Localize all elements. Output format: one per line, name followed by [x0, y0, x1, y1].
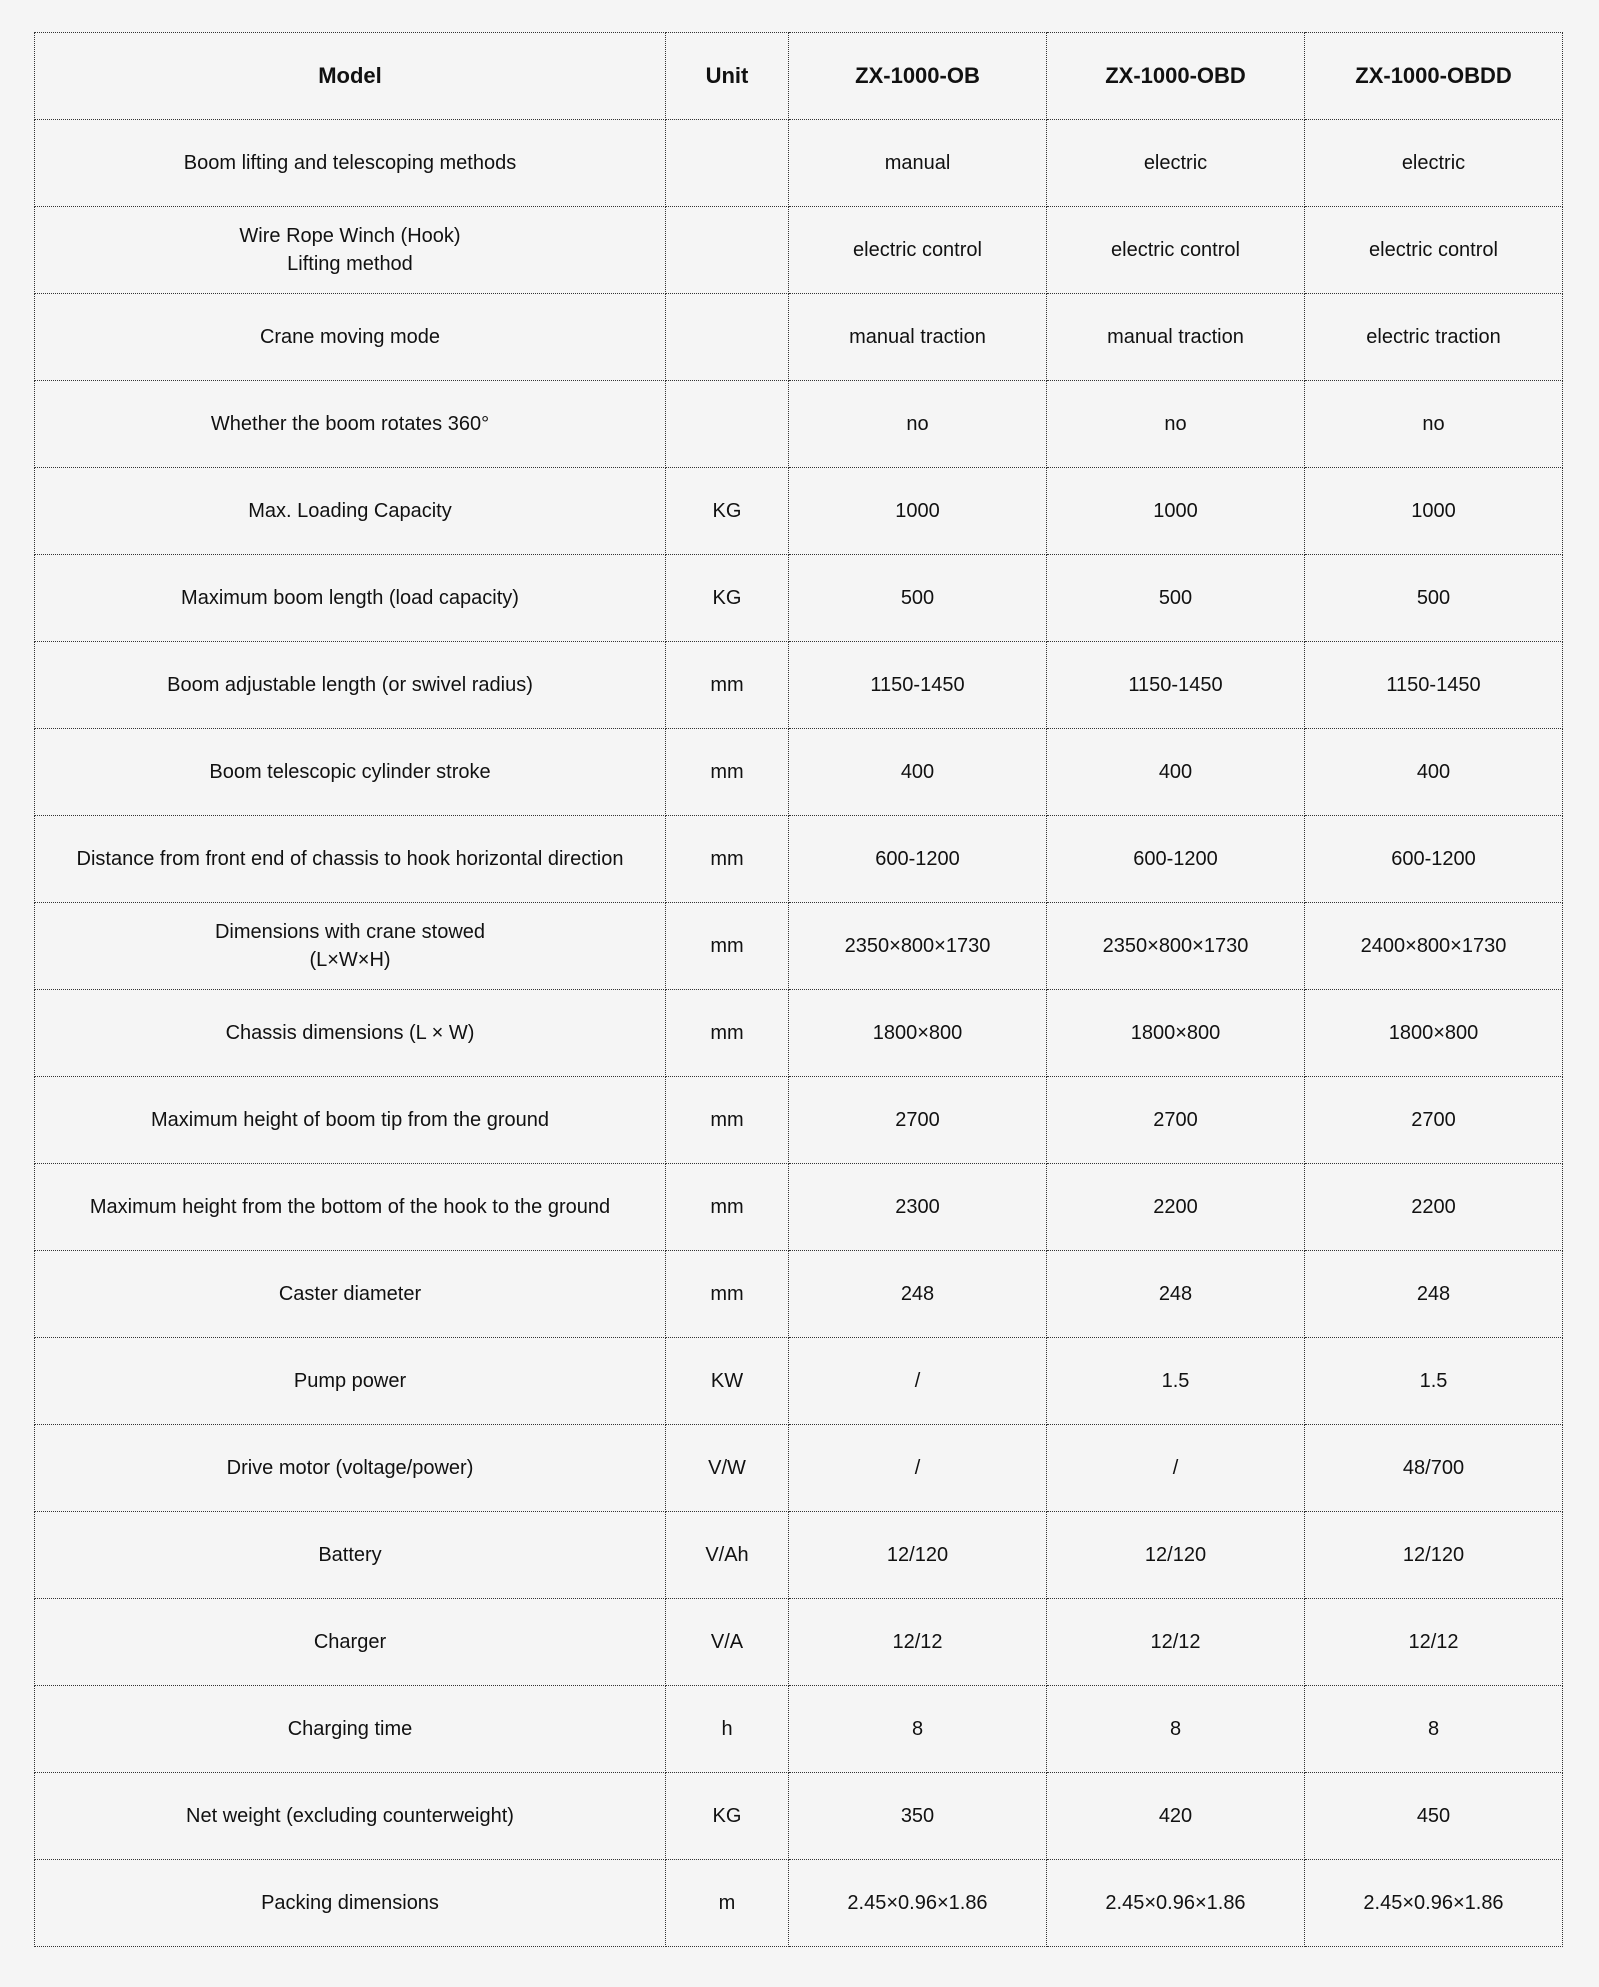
unit-cell: KG — [666, 555, 789, 642]
unit-cell: mm — [666, 990, 789, 1077]
header-model-obdd: ZX-1000-OBDD — [1305, 33, 1563, 120]
value-cell-obd: 400 — [1047, 729, 1305, 816]
parameter-label: Boom telescopic cylinder stroke — [209, 761, 491, 783]
header-unit: Unit — [666, 33, 789, 120]
parameter-label: Chassis dimensions (L × W) — [225, 1022, 475, 1044]
parameter-label: Maximum height from the bottom of the hook to the ground — [89, 1196, 611, 1218]
value-cell-obdd: 12/120 — [1305, 1512, 1563, 1599]
value-cell-obdd: no — [1305, 381, 1563, 468]
parameter-label: (L×W×H) — [309, 949, 391, 971]
value-cell-obdd: 400 — [1305, 729, 1563, 816]
unit-cell: KW — [666, 1338, 789, 1425]
value-cell-obd: 1150-1450 — [1047, 642, 1305, 729]
parameter-cell — [35, 1773, 666, 1860]
value-cell-obd: 2.45×0.96×1.86 — [1047, 1860, 1305, 1947]
unit-cell — [666, 207, 789, 294]
header-model: Model — [35, 33, 666, 120]
value-cell-ob: manual — [789, 120, 1047, 207]
value-cell-obd: 600-1200 — [1047, 816, 1305, 903]
value-cell-obd: / — [1047, 1425, 1305, 1512]
value-cell-ob: 500 — [789, 555, 1047, 642]
value-cell-obd: 1.5 — [1047, 1338, 1305, 1425]
value-cell-ob: 600-1200 — [789, 816, 1047, 903]
spec-table-body — [35, 120, 1563, 1947]
parameter-label: Boom adjustable length (or swivel radius) — [167, 674, 533, 696]
unit-cell: KG — [666, 468, 789, 555]
value-cell-ob: 2700 — [789, 1077, 1047, 1164]
value-cell-obdd: 1.5 — [1305, 1338, 1563, 1425]
parameter-cell — [35, 1077, 666, 1164]
value-cell-ob: no — [789, 381, 1047, 468]
unit-cell: mm — [666, 642, 789, 729]
parameter-label: Wire Rope Winch (Hook) — [239, 225, 461, 247]
value-cell-ob: electric control — [789, 207, 1047, 294]
value-cell-obdd: 600-1200 — [1305, 816, 1563, 903]
value-cell-ob: 350 — [789, 1773, 1047, 1860]
parameter-label: Battery — [318, 1544, 382, 1566]
parameter-label: Maximum boom length (load capacity) — [181, 587, 519, 609]
parameter-cell — [35, 1425, 666, 1512]
table-row — [35, 294, 1563, 381]
value-cell-ob: / — [789, 1425, 1047, 1512]
parameter-label: Lifting method — [287, 253, 413, 275]
spec-table — [34, 32, 1563, 1947]
value-cell-obdd: 2200 — [1305, 1164, 1563, 1251]
table-row — [35, 1251, 1563, 1338]
unit-cell: mm — [666, 1251, 789, 1338]
value-cell-obdd: 1150-1450 — [1305, 642, 1563, 729]
value-cell-obd: electric — [1047, 120, 1305, 207]
value-cell-obd: 12/120 — [1047, 1512, 1305, 1599]
header-model-obd: ZX-1000-OBD — [1047, 33, 1305, 120]
value-cell-ob: 1800×800 — [789, 990, 1047, 1077]
unit-cell — [666, 120, 789, 207]
table-row — [35, 642, 1563, 729]
unit-cell: mm — [666, 903, 789, 990]
value-cell-ob: / — [789, 1338, 1047, 1425]
value-cell-obdd: 12/12 — [1305, 1599, 1563, 1686]
value-cell-obd: 1800×800 — [1047, 990, 1305, 1077]
parameter-cell — [35, 1164, 666, 1251]
value-cell-obd: electric control — [1047, 207, 1305, 294]
value-cell-obdd: 500 — [1305, 555, 1563, 642]
parameter-cell — [35, 468, 666, 555]
value-cell-obdd: 1000 — [1305, 468, 1563, 555]
value-cell-obdd: 8 — [1305, 1686, 1563, 1773]
unit-cell: h — [666, 1686, 789, 1773]
table-row — [35, 990, 1563, 1077]
table-row — [35, 468, 1563, 555]
value-cell-obd: 1000 — [1047, 468, 1305, 555]
table-row — [35, 1338, 1563, 1425]
parameter-label: Charger — [313, 1631, 387, 1653]
value-cell-obd: manual traction — [1047, 294, 1305, 381]
value-cell-obdd: electric control — [1305, 207, 1563, 294]
value-cell-obdd: 450 — [1305, 1773, 1563, 1860]
parameter-label: Packing dimensions — [261, 1892, 439, 1914]
parameter-label: Pump power — [293, 1370, 407, 1392]
parameter-cell — [35, 642, 666, 729]
header-row — [35, 33, 1563, 120]
unit-cell: KG — [666, 1773, 789, 1860]
table-row — [35, 1686, 1563, 1773]
parameter-cell — [35, 1599, 666, 1686]
table-row — [35, 1512, 1563, 1599]
table-row — [35, 1860, 1563, 1947]
value-cell-obdd: 2400×800×1730 — [1305, 903, 1563, 990]
table-row — [35, 120, 1563, 207]
table-row — [35, 381, 1563, 468]
parameter-cell — [35, 555, 666, 642]
value-cell-obd: 248 — [1047, 1251, 1305, 1338]
value-cell-ob: 1150-1450 — [789, 642, 1047, 729]
value-cell-obd: 8 — [1047, 1686, 1305, 1773]
value-cell-obdd: 2700 — [1305, 1077, 1563, 1164]
parameter-label: Caster diameter — [278, 1283, 422, 1305]
value-cell-ob: 400 — [789, 729, 1047, 816]
header-model-ob: ZX-1000-OB — [789, 33, 1047, 120]
parameter-cell — [35, 729, 666, 816]
value-cell-ob: 12/12 — [789, 1599, 1047, 1686]
value-cell-ob: 2.45×0.96×1.86 — [789, 1860, 1047, 1947]
value-cell-obdd: electric — [1305, 120, 1563, 207]
parameter-cell — [35, 1686, 666, 1773]
value-cell-obd: 2200 — [1047, 1164, 1305, 1251]
table-row — [35, 729, 1563, 816]
value-cell-ob: 2300 — [789, 1164, 1047, 1251]
parameter-label: Whether the boom rotates 360° — [210, 413, 490, 435]
parameter-label: Charging time — [287, 1718, 413, 1740]
unit-cell: mm — [666, 729, 789, 816]
unit-cell: mm — [666, 816, 789, 903]
parameter-cell — [35, 1512, 666, 1599]
parameter-cell — [35, 1251, 666, 1338]
unit-cell — [666, 294, 789, 381]
unit-cell: m — [666, 1860, 789, 1947]
table-row — [35, 555, 1563, 642]
parameter-cell — [35, 1338, 666, 1425]
value-cell-obd: 2350×800×1730 — [1047, 903, 1305, 990]
table-row — [35, 207, 1563, 294]
table-row — [35, 1077, 1563, 1164]
parameter-cell — [35, 381, 666, 468]
unit-cell: V/W — [666, 1425, 789, 1512]
table-row — [35, 1599, 1563, 1686]
value-cell-obdd: 248 — [1305, 1251, 1563, 1338]
value-cell-obd: 2700 — [1047, 1077, 1305, 1164]
table-row — [35, 816, 1563, 903]
unit-cell: mm — [666, 1077, 789, 1164]
value-cell-ob: 1000 — [789, 468, 1047, 555]
parameter-cell — [35, 294, 666, 381]
parameter-label: Drive motor (voltage/power) — [226, 1457, 474, 1479]
value-cell-ob: 2350×800×1730 — [789, 903, 1047, 990]
parameter-cell — [35, 120, 666, 207]
unit-cell — [666, 381, 789, 468]
table-row — [35, 1425, 1563, 1512]
unit-cell: mm — [666, 1164, 789, 1251]
value-cell-ob: 8 — [789, 1686, 1047, 1773]
table-row — [35, 1773, 1563, 1860]
parameter-cell — [35, 207, 666, 294]
value-cell-obd: 12/12 — [1047, 1599, 1305, 1686]
parameter-label: Distance from front end of chassis to hook horizontal direction — [76, 848, 624, 870]
value-cell-obdd: electric traction — [1305, 294, 1563, 381]
parameter-cell — [35, 1860, 666, 1947]
value-cell-ob: 248 — [789, 1251, 1047, 1338]
value-cell-ob: manual traction — [789, 294, 1047, 381]
unit-cell: V/Ah — [666, 1512, 789, 1599]
parameter-cell — [35, 816, 666, 903]
parameter-label: Net weight (excluding counterweight) — [186, 1805, 514, 1827]
value-cell-obdd: 2.45×0.96×1.86 — [1305, 1860, 1563, 1947]
unit-cell: V/A — [666, 1599, 789, 1686]
table-row — [35, 903, 1563, 990]
parameter-label: Max. Loading Capacity — [248, 500, 452, 522]
parameter-label: Crane moving mode — [259, 326, 441, 348]
value-cell-obd: 420 — [1047, 1773, 1305, 1860]
parameter-cell — [35, 903, 666, 990]
parameter-label: Boom lifting and telescoping methods — [183, 152, 517, 174]
value-cell-ob: 12/120 — [789, 1512, 1047, 1599]
value-cell-obd: 500 — [1047, 555, 1305, 642]
table-row — [35, 1164, 1563, 1251]
value-cell-obd: no — [1047, 381, 1305, 468]
parameter-label: Maximum height of boom tip from the ground — [151, 1109, 549, 1131]
parameter-label: Dimensions with crane stowed — [214, 921, 486, 943]
parameter-cell — [35, 990, 666, 1077]
value-cell-obdd: 1800×800 — [1305, 990, 1563, 1077]
value-cell-obdd: 48/700 — [1305, 1425, 1563, 1512]
